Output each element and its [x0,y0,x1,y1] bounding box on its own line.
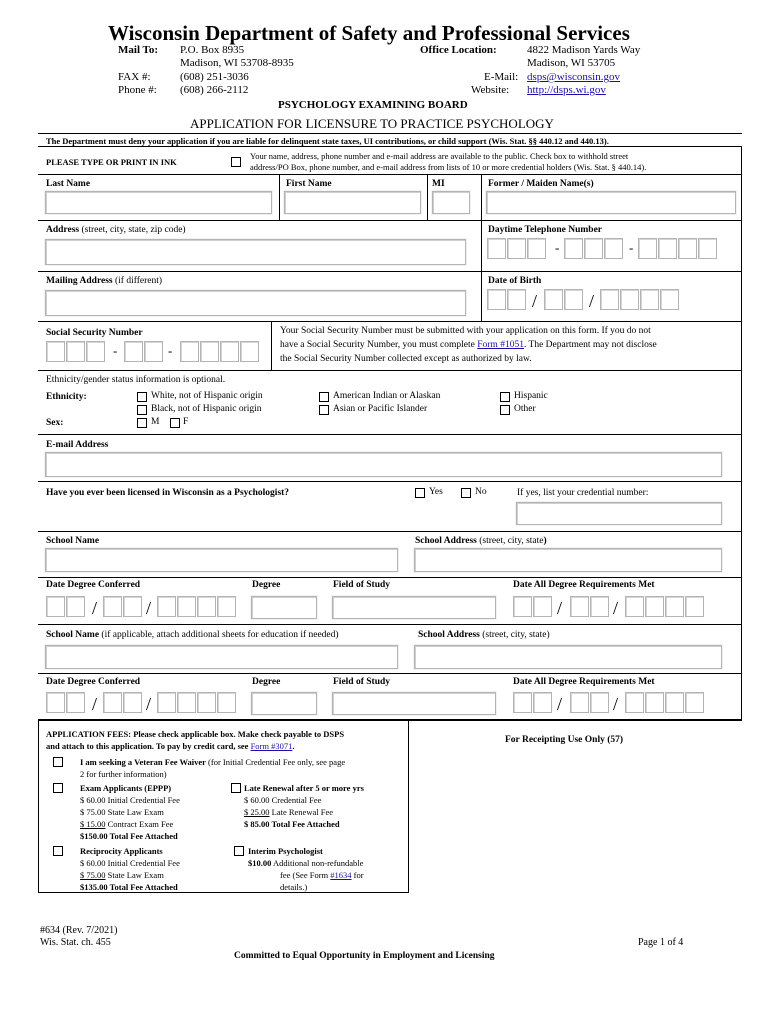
address-hint: (street, city, state, zip code) [79,225,186,235]
digit-box[interactable] [564,289,583,310]
school-address-label-text: School Address [415,536,477,546]
email-address-label: E-mail Address [46,440,109,450]
rule [38,220,742,221]
digit-box[interactable] [200,341,219,362]
field-study2-input[interactable] [332,692,496,715]
ssn-note2-b: . The Department may not disclose [523,340,657,350]
digit-box[interactable] [645,596,664,617]
mail-address-line1: P.O. Box 8935 [180,44,245,56]
digit-box[interactable] [533,692,552,713]
interim-line2-b: for [351,870,364,880]
email-label: E-Mail: [484,71,519,83]
fees-heading-line2 [46,741,295,751]
sex-f-label: F [183,417,189,427]
school-address2-label [418,630,550,641]
degree2-input[interactable] [251,692,317,715]
first-name-label: First Name [286,179,332,189]
digit-box[interactable] [86,341,105,362]
interim-line2 [280,870,364,880]
eth-other-checkbox[interactable] [500,405,510,415]
licensed-yes-checkbox[interactable] [415,488,425,498]
school-address2-hint: (street, city, state) [479,630,550,640]
digit-box[interactable] [584,238,603,259]
veteran-waiver-line1 [80,757,345,767]
form-1634-link[interactable]: #1634 [330,870,352,880]
school-address-close: ) [543,536,547,546]
sex-f-checkbox[interactable] [170,418,180,428]
credential-number-label: If yes, list your credential number: [517,488,649,498]
right-border [741,146,742,721]
licensed-no-label: No [475,487,487,497]
rule [38,370,742,371]
licensed-no-checkbox[interactable] [461,488,471,498]
digit-box[interactable] [66,596,85,617]
digit-box[interactable] [620,289,639,310]
exam-fee-line2: $ 75.00 State Law Exam [80,807,164,817]
last-name-label: Last Name [46,179,91,189]
digit-box[interactable] [103,596,122,617]
sex-m-checkbox[interactable] [137,418,147,428]
school-name2-hint: (if applicable, attach additional sheets for education if needed) [99,630,339,640]
recip-fee-line2 [80,870,164,880]
address-label-text: Address [46,225,80,235]
slash: / [532,291,538,311]
school-address-label [415,536,547,547]
title-rule [38,133,742,134]
slash: / [589,291,595,311]
digit-box[interactable] [144,341,163,362]
digit-box[interactable] [507,238,526,259]
digit-box[interactable] [660,289,679,310]
phone-number: (608) 266-2112 [180,84,249,96]
eth-amind-checkbox[interactable] [319,392,329,402]
form-number: #634 (Rev. 7/2021) [40,925,118,936]
degree-label: Degree [252,580,281,590]
ethnicity-optional-note: Ethnicity/gender status information is optional. [46,375,226,385]
fees-heading2-a: and attach to this application. To pay by credit card, see [46,741,251,751]
rule [38,146,742,147]
eth-black-checkbox[interactable] [137,405,147,415]
privacy-line1: Your name, address, phone number and e-mail address are available to the public. Check box to withhold street [250,151,629,161]
digit-box[interactable] [103,692,122,713]
dash: - [113,343,118,358]
digit-box[interactable] [685,596,704,617]
reciprocity-checkbox[interactable] [53,846,63,856]
ssn-note2-a: have a Social Security Number, you must complete [280,340,478,350]
sex-m-label: M [151,417,160,427]
mi-input[interactable] [432,191,470,214]
digit-box[interactable] [570,596,589,617]
digit-box[interactable] [600,289,619,310]
statute: Wis. Stat. ch. 455 [40,937,111,948]
exam-applicants-checkbox[interactable] [53,783,63,793]
digit-box[interactable] [698,238,717,259]
address-label [46,225,186,236]
ssn-note-line2 [280,340,657,351]
veteran-waiver-hint: (for Initial Credential Fee only, see page [205,757,346,767]
exam-fee-line3-amount: $ 15.00 [80,819,106,829]
eth-hispanic-checkbox[interactable] [500,392,510,402]
website-link[interactable]: http://dsps.wi.gov [527,84,606,96]
office-line1: 4822 Madison Yards Way [527,44,641,56]
mi-label: MI [432,179,445,189]
interim-line3: details.) [280,882,308,892]
dash: - [629,240,634,255]
fees-left-border [38,721,39,893]
degree2-label: Degree [252,677,281,687]
col-divider [427,174,428,220]
fees-bottom-border [38,892,409,893]
recip-total: $135.00 Total Fee Attached [80,882,178,892]
rule [38,673,742,674]
col-divider [271,321,272,370]
board-name: PSYCHOLOGY EXAMINING BOARD [278,99,468,111]
ssn-note-line3: the Social Security Number collected except as authorized by law. [280,354,532,364]
fax-number: (608) 251-3036 [180,71,249,83]
interim-title: Interim Psychologist [248,846,323,856]
slash: / [92,694,98,714]
late-fee-line2-amount: $ 25.00 [244,807,270,817]
eth-amind-label: American Indian or Alaskan [333,391,441,401]
digit-box[interactable] [645,692,664,713]
withhold-checkbox[interactable] [231,157,241,167]
form-1051-link[interactable]: Form #1051 [477,340,524,350]
exam-fee-line3-text: Contract Exam Fee [105,819,174,829]
digit-box[interactable] [66,692,85,713]
late-renewal-checkbox[interactable] [231,783,241,793]
digit-box[interactable] [240,341,259,362]
motto: Committed to Equal Opportunity in Employment and Licensing [234,951,495,961]
reciprocity-title: Reciprocity Applicants [80,846,163,856]
digit-box[interactable] [527,238,546,259]
mail-to-label: Mail To: [118,44,159,56]
rule [38,719,742,721]
digit-box[interactable] [640,289,659,310]
credential-number-input[interactable] [516,502,722,525]
digit-box[interactable] [544,289,563,310]
digit-box[interactable] [487,238,506,259]
email-address-input[interactable] [45,452,722,477]
digit-box[interactable] [46,692,65,713]
slash: / [613,598,619,618]
interim-line1-amount: $10.00 [248,858,272,868]
rule [38,624,742,625]
late-fee-line2-text: Late Renewal Fee [269,807,333,817]
tax-notice: The Department must deny your application if you are liable for delinquent state taxes, UI contributions, or child support (Wis. Stat. §§ 440.12 and 440.13). [46,136,609,146]
school-address-hint: (street, city, state [476,536,544,546]
recip-fee-line2-amount: $ 75.00 [80,870,106,880]
eth-white-checkbox[interactable] [137,392,147,402]
col-divider [481,220,482,321]
dob-label: Date of Birth [488,276,542,286]
digit-box[interactable] [66,341,85,362]
rule [38,271,742,272]
form-3071-link[interactable]: Form #3071 [250,741,293,751]
digit-box[interactable] [197,692,216,713]
digit-box[interactable] [217,692,236,713]
digit-box[interactable] [625,692,644,713]
eth-white-label: White, not of Hispanic origin [151,391,263,401]
digit-box[interactable] [570,692,589,713]
school-name-input[interactable] [45,548,398,572]
digit-box[interactable] [177,596,196,617]
slash: / [92,598,98,618]
digit-box[interactable] [590,692,609,713]
fax-label: FAX #: [118,71,151,83]
slash: / [613,694,619,714]
digit-box[interactable] [197,596,216,617]
mailing-address-input[interactable] [45,290,466,316]
exam-fee-line1: $ 60.00 Initial Credential Fee [80,795,180,805]
last-name-input[interactable] [45,191,272,214]
mail-address-line2: Madison, WI 53708-8935 [180,57,294,69]
exam-total: $150.00 Total Fee Attached [80,831,178,841]
digit-box[interactable] [157,692,176,713]
digit-box[interactable] [513,596,532,617]
digit-box[interactable] [625,596,644,617]
mailing-hint: (if different) [112,276,163,286]
digit-box[interactable] [665,596,684,617]
first-name-input[interactable] [284,191,421,214]
school-name2-label-text: School Name [46,630,100,640]
website-label: Website: [471,84,510,96]
date-all-met-label: Date All Degree Requirements Met [513,580,655,590]
rule [38,174,742,175]
privacy-line2: address/PO Box, phone number, and e-mail address from lists of 10 or more credential holders (Wis. Stat. § 440.14). [250,162,647,172]
office-label: Office Location: [420,44,497,56]
school-name2-input[interactable] [45,645,398,669]
receipting-label: For Receipting Use Only (57) [505,735,624,745]
col-divider [279,174,280,220]
digit-box[interactable] [638,238,657,259]
digit-box[interactable] [46,596,65,617]
rule [38,481,742,482]
late-fee-line2 [244,807,333,817]
eth-asian-checkbox[interactable] [319,405,329,415]
exam-fee-line3 [80,819,173,829]
eth-black-label: Black, not of Hispanic origin [151,404,262,414]
eth-hispanic-label: Hispanic [514,391,548,401]
digit-box[interactable] [665,692,684,713]
late-fee-line1: $ 60.00 Credential Fee [244,795,322,805]
digit-box[interactable] [604,238,623,259]
date-all-met2-label: Date All Degree Requirements Met [513,677,655,687]
mailing-address-label-text: Mailing Address [46,276,113,286]
slash: / [557,694,563,714]
digit-box[interactable] [487,289,506,310]
rule [38,321,742,322]
former-name-label: Former / Maiden Name(s) [488,179,594,189]
address-input[interactable] [45,239,466,265]
field-study2-label: Field of Study [333,677,391,687]
interim-checkbox[interactable] [234,846,244,856]
rule [38,577,742,578]
date-conferred-label: Date Degree Conferred [46,580,141,590]
department-title: Wisconsin Department of Safety and Professional Services [108,21,630,45]
date-conferred2-label: Date Degree Conferred [46,677,141,687]
slash: / [146,598,152,618]
rule [38,434,742,435]
school-name2-label [46,630,339,641]
digit-box[interactable] [513,692,532,713]
ssn-label: Social Security Number [46,328,143,338]
email-link[interactable]: dsps@wisconsin.gov [527,71,620,83]
field-study-label: Field of Study [333,580,391,590]
veteran-waiver-title: I am seeking a Veteran Fee Waiver [80,757,206,767]
exam-applicants-title: Exam Applicants (EPPP) [80,783,172,793]
digit-box[interactable] [507,289,526,310]
school-address2-input[interactable] [414,645,722,669]
field-study-input[interactable] [332,596,496,619]
phone-label: Phone #: [118,84,157,96]
veteran-waiver-line2: 2 for further information) [80,769,167,779]
digit-box[interactable] [533,596,552,617]
ethnicity-label: Ethnicity: [46,392,87,402]
digit-box[interactable] [590,596,609,617]
digit-box[interactable] [678,238,697,259]
recip-fee-line2-text: State Law Exam [105,870,164,880]
ssn-note-line1: Your Social Security Number must be submitted with your application on this form. If you do not [280,326,651,336]
type-print-label: PLEASE TYPE OR PRINT IN INK [46,157,177,167]
eth-other-label: Other [514,404,536,414]
recip-fee-line1: $ 60.00 Initial Credential Fee [80,858,180,868]
digit-box[interactable] [217,596,236,617]
digit-box[interactable] [157,596,176,617]
fees-heading2-b: . [292,741,295,751]
fees-heading-line1: APPLICATION FEES: Please check applicable box. Make check payable to DSPS [46,729,345,739]
degree-input[interactable] [251,596,317,619]
school-address-input[interactable] [414,548,722,572]
slash: / [146,694,152,714]
late-total: $ 85.00 Total Fee Attached [244,819,340,829]
page-number: Page 1 of 4 [638,937,684,948]
office-line2: Madison, WI 53705 [527,57,616,69]
sex-label: Sex: [46,418,64,428]
school-name-label: School Name [46,536,100,546]
rule [38,531,742,532]
digit-box[interactable] [220,341,239,362]
digit-box[interactable] [123,596,142,617]
digit-box[interactable] [658,238,677,259]
fees-divider [408,721,409,893]
digit-box[interactable] [177,692,196,713]
interim-line1 [248,858,363,868]
veteran-waiver-checkbox[interactable] [53,757,63,767]
eth-asian-label: Asian or Pacific Islander [333,404,428,414]
interim-line2-a: fee (See Form [280,870,331,880]
daytime-phone-label: Daytime Telephone Number [488,225,602,235]
former-name-input[interactable] [486,191,736,214]
late-renewal-title: Late Renewal after 5 or more yrs [244,783,364,793]
school-address2-label-text: School Address [418,630,480,640]
dash: - [168,343,173,358]
digit-box[interactable] [123,692,142,713]
digit-box[interactable] [685,692,704,713]
digit-box[interactable] [564,238,583,259]
dash: - [555,240,560,255]
mailing-address-label [46,276,162,287]
slash: / [557,598,563,618]
licensed-question: Have you ever been licensed in Wisconsin as a Psychologist? [46,488,290,498]
col-divider [481,174,482,220]
digit-box[interactable] [124,341,143,362]
digit-box[interactable] [180,341,199,362]
interim-line1-text: Additional non-refundable [271,858,364,868]
digit-box[interactable] [46,341,65,362]
form-title: APPLICATION FOR LICENSURE TO PRACTICE PSYCHOLOGY [190,116,554,131]
licensed-yes-label: Yes [429,487,443,497]
